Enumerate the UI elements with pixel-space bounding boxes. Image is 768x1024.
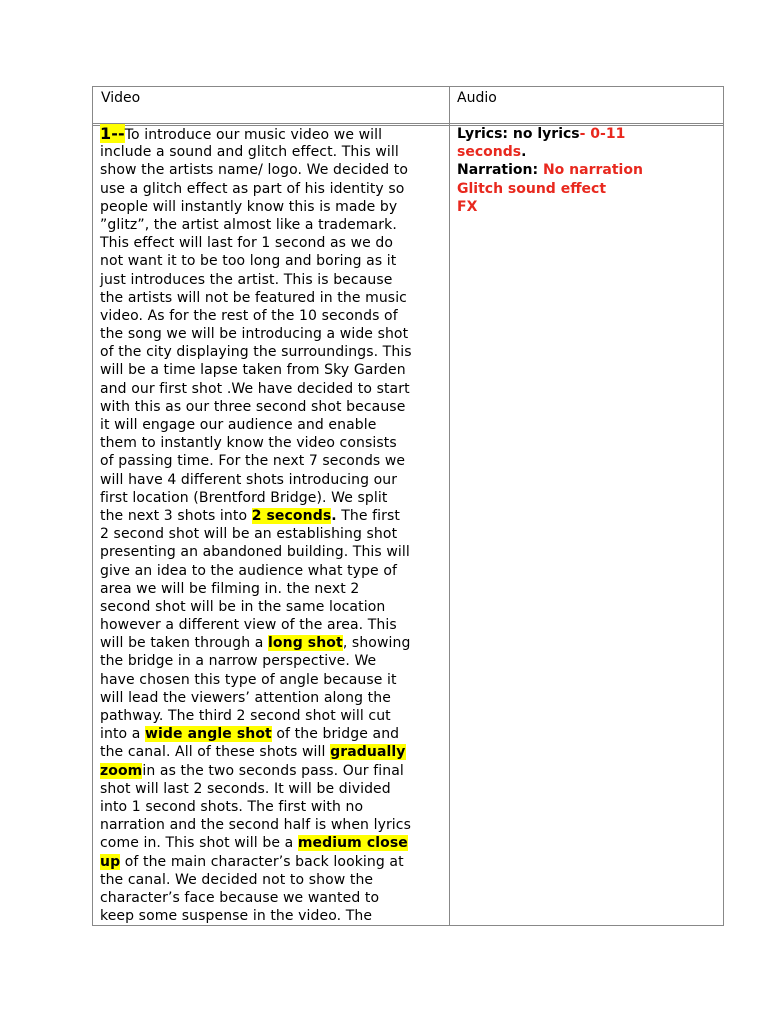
text-segment: , showing — [342, 635, 411, 652]
video-text-line — [100, 907, 442, 925]
text-segment: of the bridge and — [271, 726, 400, 743]
video-text-line — [100, 416, 442, 434]
text-segment: will be a time lapse taken from Sky Garden — [100, 362, 406, 379]
video-text-line — [100, 398, 442, 416]
text-segment: them to instantly know the video consists — [100, 435, 397, 452]
text-segment: area we will be filming in. the next 2 — [100, 580, 360, 597]
video-text-line — [100, 634, 442, 652]
video-text-line — [100, 598, 442, 616]
video-text-line — [100, 343, 442, 361]
text-segment: presenting an abandoned building. This will — [100, 544, 410, 561]
text-segment: This effect will last for 1 second as we do — [100, 235, 394, 252]
header-audio: Audio — [457, 90, 497, 106]
lyrics-line — [457, 125, 717, 143]
video-cell — [100, 125, 442, 925]
video-text-line — [100, 707, 442, 725]
text-segment: The first — [336, 507, 400, 524]
text-segment: people will instantly know this is made by — [100, 198, 398, 215]
video-text-line — [100, 307, 442, 325]
text-segment: in as the two seconds pass. Our final — [142, 762, 404, 779]
text-segment: not want it to be too long and boring as it — [100, 253, 397, 270]
text-segment: ”glitz”, the artist almost like a trademark. — [100, 216, 397, 233]
video-text-line — [100, 743, 442, 761]
highlighted-term: 1-- — [100, 124, 125, 143]
video-text-line — [100, 180, 442, 198]
sound-effect-line: Glitch sound effect — [457, 180, 607, 197]
text-segment: first location (Brentford Bridge). We split — [100, 489, 388, 506]
highlighted-term: 2 seconds — [251, 507, 332, 524]
text-segment: the canal. All of these shots will — [100, 744, 331, 761]
text-segment: it will engage our audience and enable — [100, 417, 377, 433]
text-segment: and our first shot .We have decided to start — [100, 380, 410, 397]
lyrics-dot: . — [521, 144, 527, 161]
video-text-line — [100, 434, 442, 452]
text-segment: the artists will not be featured in the music — [100, 289, 407, 306]
text-segment: of the main character’s back looking at — [120, 853, 404, 870]
video-text-line — [100, 471, 442, 489]
video-text-line — [100, 689, 442, 707]
video-text-line — [100, 725, 442, 743]
text-segment: the next 3 shots into — [100, 507, 252, 524]
text-segment: pathway. The third 2 second shot will cut — [100, 708, 391, 724]
highlighted-term: medium close — [297, 835, 408, 852]
text-segment: the canal. We decided not to show the — [100, 871, 374, 888]
text-segment: will be taken through a — [100, 635, 269, 652]
video-text-line — [100, 489, 442, 507]
highlighted-term: gradually — [330, 744, 406, 761]
text-segment: To introduce our music video we will — [124, 127, 383, 143]
column-divider — [449, 87, 450, 925]
video-text-line — [100, 161, 442, 179]
text-segment: will lead the viewers’ attention along the — [100, 689, 391, 706]
text-segment: use a glitch effect as part of his identity so — [100, 180, 405, 197]
video-text-line — [100, 871, 442, 889]
video-text-line — [100, 271, 442, 289]
text-segment: of the city displaying the surroundings. This — [100, 344, 412, 361]
highlighted-term: long shot — [268, 635, 343, 652]
highlighted-term: wide angle shot — [145, 726, 272, 743]
video-text-line — [100, 143, 442, 161]
video-text-line — [100, 198, 442, 216]
lyrics-label: Lyrics: no lyrics — [457, 126, 580, 142]
text-segment: into a — [100, 726, 145, 743]
text-segment: have chosen this type of angle because it — [100, 671, 397, 688]
video-text-line — [100, 780, 442, 798]
text-segment: with this as our three second shot because — [100, 398, 406, 415]
text-segment: will have 4 different shots introducing our — [100, 471, 398, 488]
text-segment: give an idea to the audience what type of — [100, 562, 398, 579]
text-segment: show the artists name/ logo. We decided to — [100, 162, 408, 179]
text-segment: into 1 second shots. The first with no — [100, 798, 364, 815]
video-text-line — [100, 562, 442, 580]
video-text-line — [100, 798, 442, 816]
video-text-line — [100, 252, 442, 270]
text-segment: just introduces the artist. This is because — [100, 271, 393, 288]
video-text-line — [100, 889, 442, 907]
text-segment: however a different view of the area. This — [100, 617, 397, 634]
text-segment: . — [331, 507, 337, 524]
narration-value: No narration — [542, 162, 643, 179]
video-text-line — [100, 671, 442, 689]
text-segment: shot will last 2 seconds. It will be divided — [100, 780, 391, 797]
lyrics-time-seconds: seconds — [457, 144, 522, 161]
video-text-line — [100, 452, 442, 470]
video-text-line — [100, 816, 442, 834]
text-segment: 2 second shot will be an establishing shot — [100, 526, 398, 543]
text-segment: include a sound and glitch effect. This will — [100, 144, 399, 161]
highlighted-term: zoom — [100, 762, 143, 779]
text-segment: the song we will be introducing a wide shot — [100, 326, 409, 343]
narration-label: Narration: — [457, 162, 543, 179]
text-segment: character’s face because we wanted to — [100, 889, 380, 906]
video-text-line — [100, 580, 442, 598]
video-text-line — [100, 834, 442, 852]
text-segment: the bridge in a narrow perspective. We — [100, 653, 377, 670]
text-segment: of passing time. For the next 7 seconds we — [100, 453, 406, 470]
video-text-line — [100, 234, 442, 252]
video-text-line — [100, 507, 442, 525]
highlighted-term: up — [100, 853, 121, 870]
header-divider — [93, 123, 723, 124]
video-text-line — [100, 289, 442, 307]
audio-cell — [457, 125, 717, 216]
video-text-line — [100, 361, 442, 379]
narration-line — [457, 161, 717, 179]
video-text-line — [100, 652, 442, 670]
video-text-line — [100, 125, 442, 143]
video-text-line — [100, 616, 442, 634]
video-text-line — [100, 525, 442, 543]
video-text-line — [100, 853, 442, 871]
text-segment: narration and the second half is when lyrics — [100, 817, 411, 834]
video-text-line — [100, 325, 442, 343]
text-segment: keep some suspense in the video. The — [100, 908, 373, 925]
text-segment: video. As for the rest of the 10 seconds of — [100, 307, 398, 324]
lyrics-line-2 — [457, 143, 717, 161]
fx-line: FX — [457, 198, 478, 215]
video-text-line — [100, 762, 442, 780]
text-segment: second shot will be in the same location — [100, 598, 386, 615]
text-segment: come in. This shot will be a — [100, 835, 298, 852]
header-video: Video — [101, 90, 141, 106]
script-table — [92, 86, 724, 926]
lyrics-time: - 0-11 — [579, 126, 626, 142]
video-text-line — [100, 216, 442, 234]
video-text-line — [100, 380, 442, 398]
video-text-line — [100, 543, 442, 561]
